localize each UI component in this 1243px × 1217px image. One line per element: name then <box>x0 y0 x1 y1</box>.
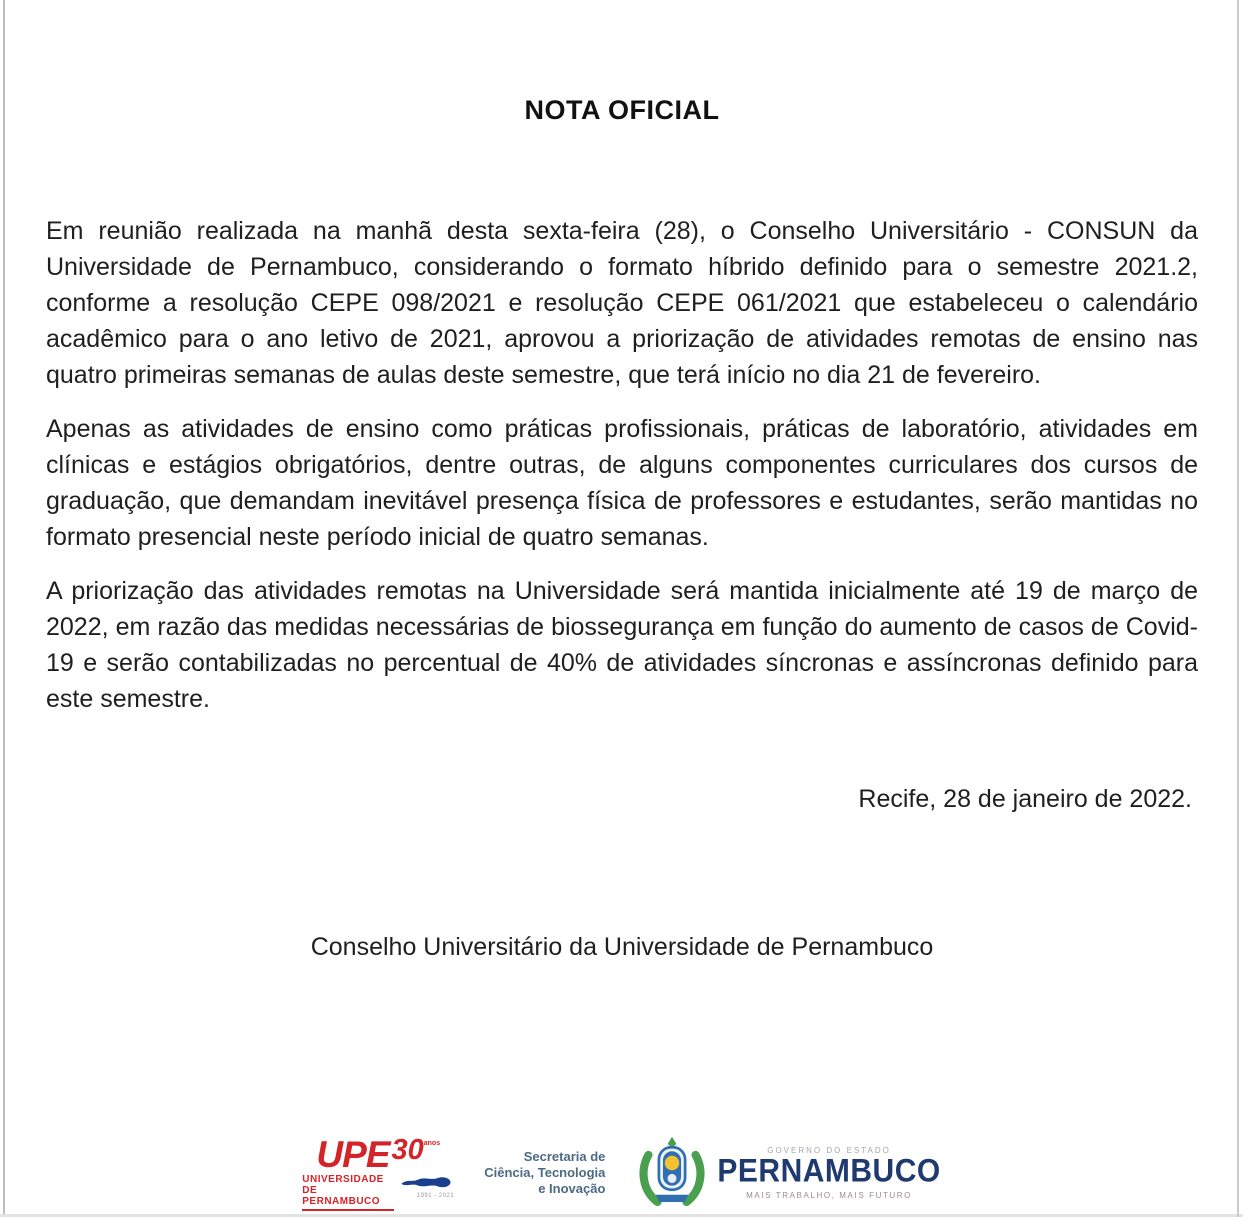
upe-logo-acronym: UPE <box>316 1133 390 1175</box>
signature-line: Conselho Universitário da Universidade de Pernambuco <box>310 933 934 961</box>
upe-anniversary-number: 30 <box>391 1133 424 1166</box>
gov-wordmark <box>717 1146 940 1200</box>
upe-logo-bottom <box>302 1174 454 1211</box>
secretaria-line3: e Inovação <box>538 1181 606 1196</box>
upe-anniversary-years: 1991 - 2021 <box>416 1192 455 1199</box>
dateline: Recife, 28 de janeiro de 2022. <box>858 785 1192 813</box>
upe-map-block <box>398 1174 454 1199</box>
upe-university-logo <box>302 1133 455 1211</box>
page-title: NOTA OFICIAL <box>524 95 720 125</box>
upe-wordmark-line2: DE PERNAMBUCO <box>302 1184 381 1207</box>
upe-wordmark-line1: UNIVERSIDADE <box>302 1173 384 1185</box>
upe-30-anos-badge <box>391 1133 441 1166</box>
gov-state-name: PERNAMBUCO <box>717 1153 941 1190</box>
secretaria-cti-logo <box>484 1149 605 1197</box>
paragraph-3: A priorização das atividades remotas na Universidade será mantida inicialmente até 19 de março de 2022, em razão das medidas necessárias de biossegurança em função do aumento de casos de Covid-19 e serão contabilizadas no percentual de 40% de atividades síncronas e assíncronas definido para este semestre. <box>46 577 1198 713</box>
paragraph-1: Em reunião realizada na manhã desta sexta-feira (28), o Conselho Universitário - CONSUN da Universidade de Pernambuco, considerando o formato híbrido definido para o semestre 2021.2, conforme a resolução CEPE 098/2021 e resolução CEPE 061/2021 que estabeleceu o calendário acadêmico para o ano letivo de 2021, aprovou a priorização de atividades remotas de ensino nas quatro primeiras semanas de aulas deste semestre, que terá início no dia 21 de fevereiro. <box>46 217 1198 389</box>
pernambuco-government-logo <box>635 1135 940 1211</box>
pernambuco-map-icon <box>398 1174 454 1192</box>
secretaria-line2: Ciência, Tecnologia <box>484 1165 606 1180</box>
gov-tagline: MAIS TRABALHO, MAIS FUTURO <box>746 1191 913 1200</box>
paragraph-2: Apenas as atividades de ensino como práticas profissionais, práticas de laboratório, atividades em clínicas e estágios obrigatórios, dentre outras, de alguns componentes curriculares dos cursos de graduação, que demandam inevitável presença física de professores e estudantes, serão mantidas no formato presencial neste período inicial de quatro semanas. <box>46 415 1198 551</box>
upe-anniversary-suffix: anos <box>423 1139 441 1147</box>
secretaria-line1: Secretaria de <box>523 1149 606 1164</box>
gov-overline: GOVERNO DO ESTADO <box>767 1146 891 1155</box>
footer-logos <box>0 1135 1243 1211</box>
upe-logo-top <box>302 1133 454 1175</box>
pernambuco-coat-of-arms-icon <box>635 1135 709 1211</box>
upe-wordmark <box>302 1174 394 1211</box>
